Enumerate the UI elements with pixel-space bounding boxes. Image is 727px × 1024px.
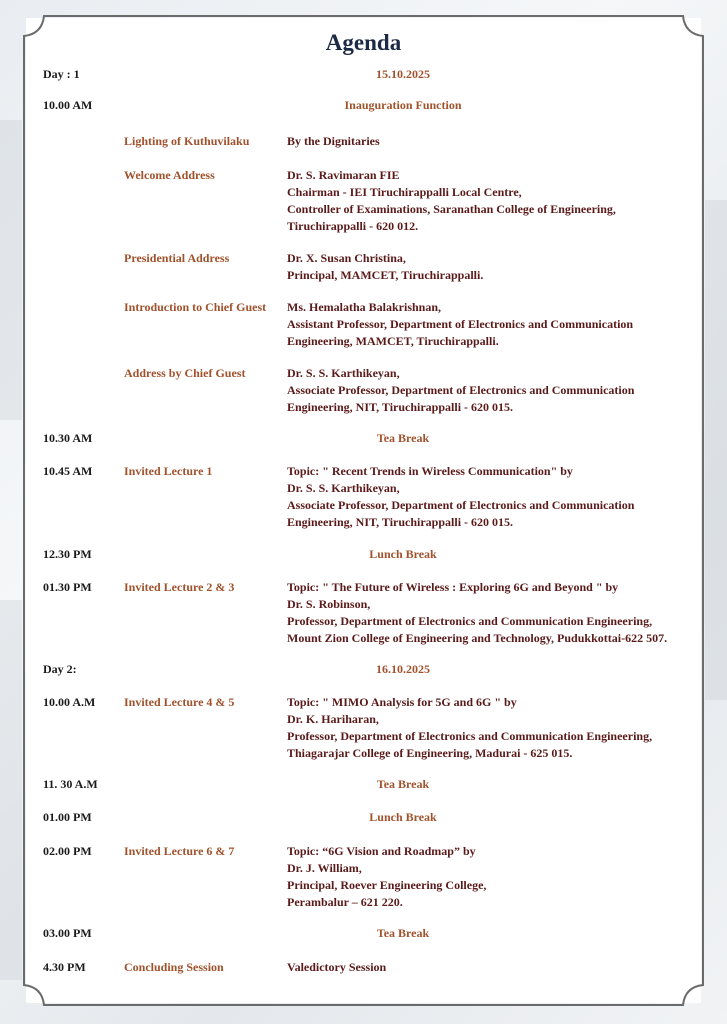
lecture-6-7-label: Invited Lecture 6 & 7 — [124, 844, 235, 858]
lecture-6-7-detail-line: Perambalur – 621 220. — [287, 895, 403, 909]
lunch-break-2-time: 01.00 PM — [43, 810, 92, 824]
lecture-2-3-detail-line: Mount Zion College of Engineering and Technology, Pudukkottai-622 507. — [287, 631, 668, 645]
lecture-4-5-detail-line: Professor, Department of Electronics and Communication Engineering, — [287, 729, 653, 743]
lecture-1-label: Invited Lecture 1 — [124, 464, 213, 478]
lecture-2-3-label: Invited Lecture 2 & 3 — [124, 580, 235, 594]
welcome-detail-line: Dr. S. Ravimaran FIE — [287, 168, 400, 182]
intro-detail-line: Assistant Professor, Department of Electronics and Communication — [287, 317, 634, 331]
tea-break-2-time: 11. 30 A.M — [43, 777, 98, 791]
lecture-4-5-detail-line: Dr. K. Hariharan, — [287, 712, 379, 726]
lecture-4-5-label: Invited Lecture 4 & 5 — [124, 695, 235, 709]
lighting-label: Lighting of Kuthuvilaku — [124, 134, 250, 148]
welcome-label: Welcome Address — [124, 168, 215, 182]
lecture-2-3-time: 01.30 PM — [43, 580, 92, 594]
lecture-1-detail-line: Engineering, NIT, Tiruchirappalli - 620 015. — [287, 515, 514, 529]
lecture-1-detail-line: Associate Professor, Department of Electronics and Communication — [287, 498, 635, 512]
lunch-break-1-time: 12.30 PM — [43, 547, 92, 561]
chief-guest-detail-line: Associate Professor, Department of Electronics and Communication — [287, 383, 635, 397]
day-1-date: 15.10.2025 — [376, 67, 430, 81]
intro-detail-line: Engineering, MAMCET, Tiruchirappalli. — [287, 334, 499, 348]
welcome-detail-line: Controller of Examinations, Saranathan College of Engineering, — [287, 202, 616, 216]
intro-detail-line: Ms. Hemalatha Balakrishnan, — [287, 300, 442, 314]
chief-guest-detail-line: Engineering, NIT, Tiruchirappalli - 620 015. — [287, 400, 514, 414]
lecture-2-3-detail-line: Professor, Department of Electronics and Communication Engineering, — [287, 614, 653, 628]
closing-detail: Valedictory Session — [287, 960, 387, 974]
lunch-break-2-title: Lunch Break — [369, 810, 437, 824]
lighting-detail: By the Dignitaries — [287, 134, 380, 148]
lecture-4-5-time: 10.00 A.M — [43, 695, 96, 709]
lecture-6-7-detail-line: Principal, Roever Engineering College, — [287, 878, 487, 892]
inauguration-title: Inauguration Function — [344, 98, 462, 112]
page-title: Agenda — [325, 30, 402, 55]
day-1-label: Day : 1 — [43, 67, 80, 81]
tea-break-1-time: 10.30 AM — [43, 431, 93, 445]
closing-label: Concluding Session — [124, 960, 224, 974]
tea-break-1-title: Tea Break — [376, 431, 430, 445]
tea-break-3-title: Tea Break — [376, 926, 430, 940]
welcome-detail-line: Chairman - IEI Tiruchirappalli Local Centre, — [287, 185, 522, 199]
lecture-1-time: 10.45 AM — [43, 464, 93, 478]
day-2-label: Day 2: — [43, 662, 77, 676]
presidential-detail-line: Dr. X. Susan Christina, — [287, 251, 406, 265]
chief-guest-detail-line: Dr. S. S. Karthikeyan, — [287, 366, 400, 380]
presidential-detail-line: Principal, MAMCET, Tiruchirappalli. — [287, 268, 484, 282]
tea-break-3-time: 03.00 PM — [43, 926, 92, 940]
intro-chief-guest-label: Introduction to Chief Guest — [124, 300, 267, 314]
welcome-detail-line: Tiruchirappalli - 620 012. — [287, 219, 419, 233]
lecture-6-7-detail-line: Dr. J. William, — [287, 861, 362, 875]
presidential-label: Presidential Address — [124, 251, 230, 265]
lecture-4-5-detail-line: Thiagarajar College of Engineering, Madurai - 625 015. — [287, 746, 573, 760]
lecture-6-7-time: 02.00 PM — [43, 844, 92, 858]
lecture-6-7-detail-line: Topic: “6G Vision and Roadmap” by — [287, 844, 476, 858]
day-2-date: 16.10.2025 — [376, 662, 430, 676]
lecture-2-3-detail-line: Dr. S. Robinson, — [287, 597, 371, 611]
inauguration-time: 10.00 AM — [43, 98, 93, 112]
lecture-1-detail-line: Dr. S. S. Karthikeyan, — [287, 481, 400, 495]
lecture-4-5-detail-line: Topic: " MIMO Analysis for 5G and 6G " by — [287, 695, 517, 709]
closing-time: 4.30 PM — [43, 960, 86, 974]
lecture-2-3-detail-line: Topic: " The Future of Wireless : Exploring 6G and Beyond " by — [287, 580, 619, 594]
lunch-break-1-title: Lunch Break — [369, 547, 437, 561]
lecture-1-detail-line: Topic: " Recent Trends in Wireless Communication" by — [287, 464, 573, 478]
tea-break-2-title: Tea Break — [376, 777, 430, 791]
chief-guest-label: Address by Chief Guest — [124, 366, 246, 380]
